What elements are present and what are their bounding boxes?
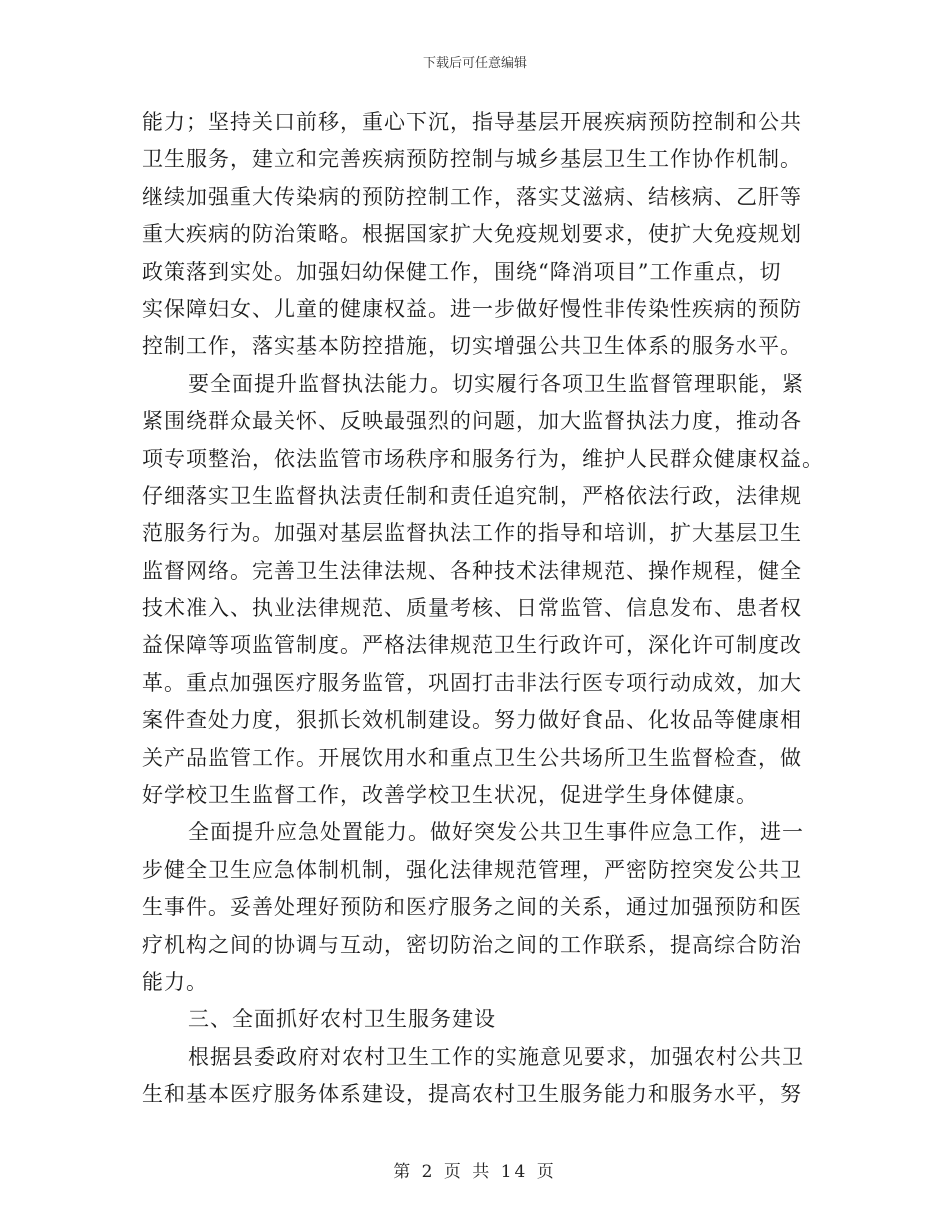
text-line: 技术准入、执业法律规范、质量考核、日常监管、信息发布、患者权 (142, 596, 802, 621)
text-line: 监督网络。完善卫生法律法规、各种技术法律规范、操作规程，健全 (142, 558, 802, 583)
text-line: 实保障妇女、儿童的健康权益。进一步做好慢性非传染性疾病的预防 (142, 296, 802, 321)
text-line: 能力。 (142, 969, 208, 994)
text-line: 革。重点加强医疗服务监管，巩固打击非法行医专项行动成效，加大 (142, 670, 802, 695)
text-line: 政策落到实处。加强妇幼保健工作，围绕“降消项目”工作重点，切 (142, 259, 782, 284)
text-line: 范服务行为。加强对基层监督执法工作的指导和培训，扩大基层卫生 (142, 521, 802, 546)
text-line: 益保障等项监管制度。严格法律规范卫生行政许可，深化许可制度改 (142, 633, 802, 658)
text-line: 卫生服务，建立和完善疾病预防控制与城乡基层卫生工作协作机制。 (142, 147, 802, 172)
page-header: 下载后可任意编辑 (422, 56, 527, 71)
document-body (142, 104, 824, 1114)
text-line: 紧围绕群众最关怀、反映最强烈的问题，加大监督执法力度，推动各 (142, 409, 802, 434)
text-line: 疗机构之间的协调与互动，密切防治之间的工作联系，提高综合防治 (142, 932, 802, 957)
text-line: 继续加强重大传染病的预防控制工作，落实艾滋病、结核病、乙肝等 (142, 184, 802, 209)
text-line: 生和基本医疗服务体系建设，提高农村卫生服务能力和服务水平，努 (142, 1082, 802, 1107)
text-line: 仔细落实卫生监督执法责任制和责任追究制，严格依法行政，法律规 (142, 483, 802, 508)
text-line: 好学校卫生监督工作，改善学校卫生状况，促进学生身体健康。 (142, 783, 758, 808)
text-line: 控制工作，落实基本防控措施，切实增强公共卫生体系的服务水平。 (142, 334, 802, 359)
text-line: 关产品监管工作。开展饮用水和重点卫生公共场所卫生监督检查，做 (142, 745, 802, 770)
paragraph-start-line: 根据县委政府对农村卫生工作的实施意见要求，加强农村公共卫 (188, 1044, 804, 1069)
text-line: 重大疾病的防治策略。根据国家扩大免疫规划要求，使扩大免疫规划 (142, 222, 802, 247)
page-footer: 第 2 页 共 14 页 (393, 1162, 557, 1182)
text-line: 能力；坚持关口前移，重心下沉，指导基层开展疾病预防控制和公共 (142, 110, 802, 134)
text-line: 项专项整治，依法监管市场秩序和服务行为，维护人民群众健康权益。 (142, 446, 824, 471)
text-line: 案件查处力度，狠抓长效机制建设。努力做好食品、化妆品等健康相 (142, 708, 802, 733)
section-heading: 三、全面抓好农村卫生服务建设 (188, 1007, 496, 1032)
paragraph-start-line: 要全面提升监督执法能力。切实履行各项卫生监督管理职能，紧 (188, 371, 804, 396)
text-line: 步健全卫生应急体制机制，强化法律规范管理，严密防控突发公共卫 (142, 857, 802, 882)
text-line: 生事件。妥善处理好预防和医疗服务之间的关系，通过加强预防和医 (142, 895, 802, 920)
paragraph-start-line: 全面提升应急处置能力。做好突发公共卫生事件应急工作，进一 (188, 820, 804, 845)
